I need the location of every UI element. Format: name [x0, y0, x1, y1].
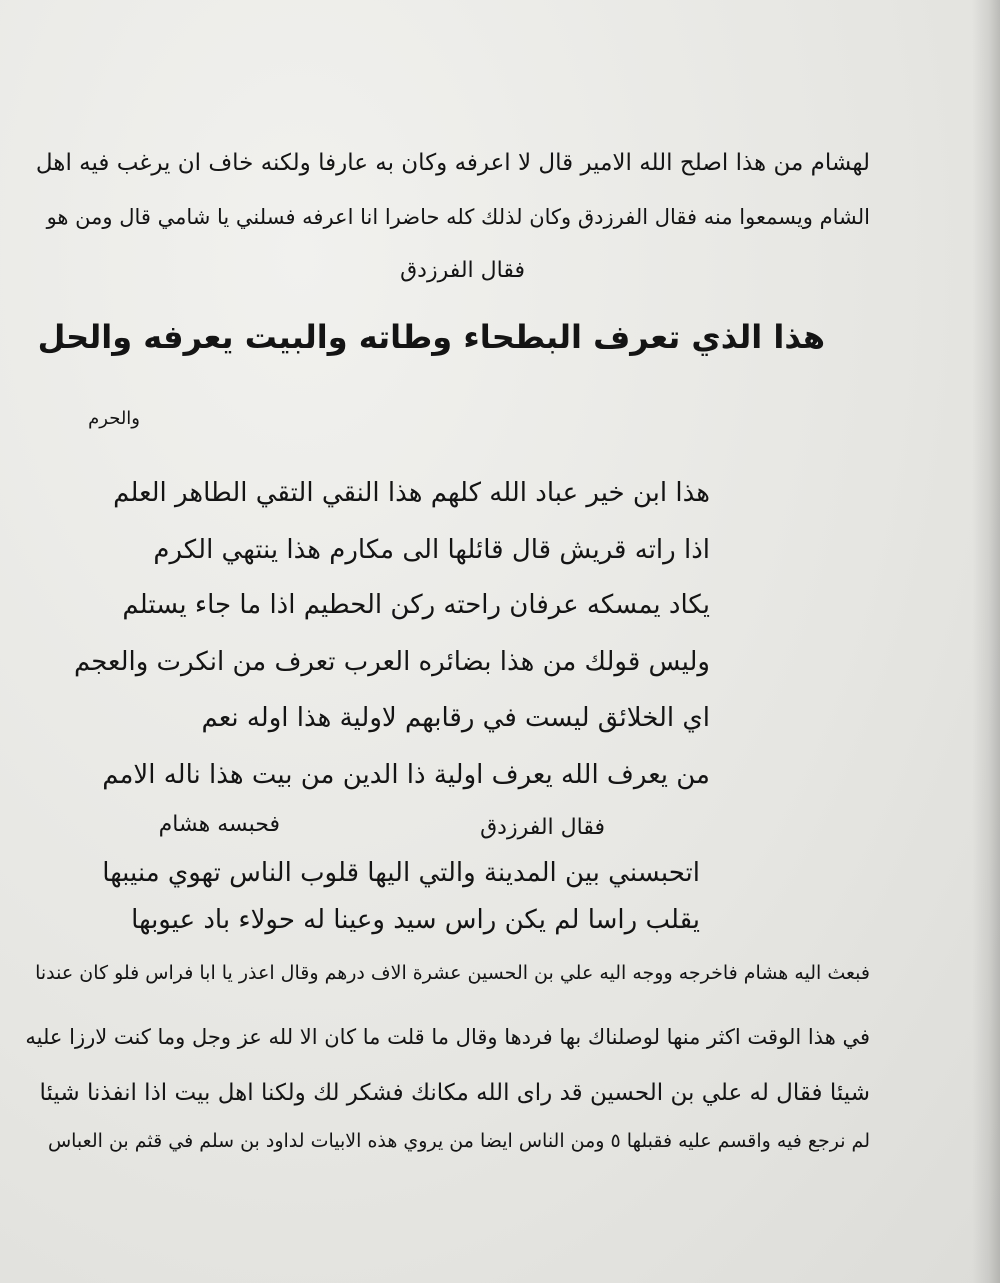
- closing-line-2: في هذا الوقت اكثر منها لوصلناك بها فردها وقال ما قلت ما كان الا لله عز وجل وما كنت لارزا عليه: [25, 1025, 870, 1049]
- intro-line-2: الشام ويسمعوا منه فقال الفرزدق وكان لذلك كله حاضرا انا اعرفه فسلني يا شامي قال ومن هو: [46, 205, 870, 229]
- poem-line-4: وليس قولك من هذا بضائره العرب تعرف من انكرت والعجم: [73, 647, 710, 677]
- narrative-right: فقال الفرزدق: [480, 815, 605, 840]
- poem-line-2: اذا راته قريش قال قائلها الى مكارم هذا ينتهي الكرم: [153, 535, 710, 565]
- poem-line-6: من يعرف الله يعرف اولية ذا الدين من بيت هذا ناله الامم: [102, 760, 710, 790]
- closing-line-4: لم نرجع فيه واقسم عليه فقبلها ٥ ومن الناس ايضا من يروي هذه الابيات لداود بن سلم في قثم بن العباس: [47, 1130, 870, 1152]
- closing-line-3: شيئا فقال له علي بن الحسين قد راى الله مكانك فشكر لك ولكنا اهل بيت اذا انفذنا شيئا: [39, 1080, 870, 1106]
- poem-line-5: اي الخلائق ليست في رقابهم لاولية هذا اوله نعم: [201, 703, 710, 733]
- poem2-line-2: يقلب راسا لم يكن راس سيد وعينا له حولاء باد عيوبها: [131, 905, 700, 935]
- poem2-line-1: اتحبسني بين المدينة والتي اليها قلوب الناس تهوي منيبها: [102, 858, 700, 888]
- narrative-left: فحبسه هشام: [158, 812, 280, 837]
- poem-line-1: هذا ابن خير عباد الله كلهم هذا النقي التقي الطاهر العلم: [113, 478, 710, 508]
- heading-verse: هذا الذي تعرف البطحاء وطاته والبيت يعرفه والحل: [37, 318, 825, 356]
- page-edge-shadow: [972, 0, 1000, 1283]
- closing-line-1: فبعث اليه هشام فاخرجه ووجه اليه علي بن الحسين عشرة الاف درهم وقال اعذر يا ابا فراس فلو كان عندنا: [35, 962, 870, 984]
- intro-line-1: لهشام من هذا اصلح الله الامير قال لا اعرفه وكان به عارفا ولكنه خاف ان يرغب فيه اهل: [35, 150, 870, 176]
- poem-line-3: يكاد يمسكه عرفان راحته ركن الحطيم اذا ما جاء يستلم: [122, 590, 710, 620]
- intro-line-3: فقال الفرزدق: [400, 258, 525, 283]
- heading-continuation: والحرم: [88, 408, 140, 429]
